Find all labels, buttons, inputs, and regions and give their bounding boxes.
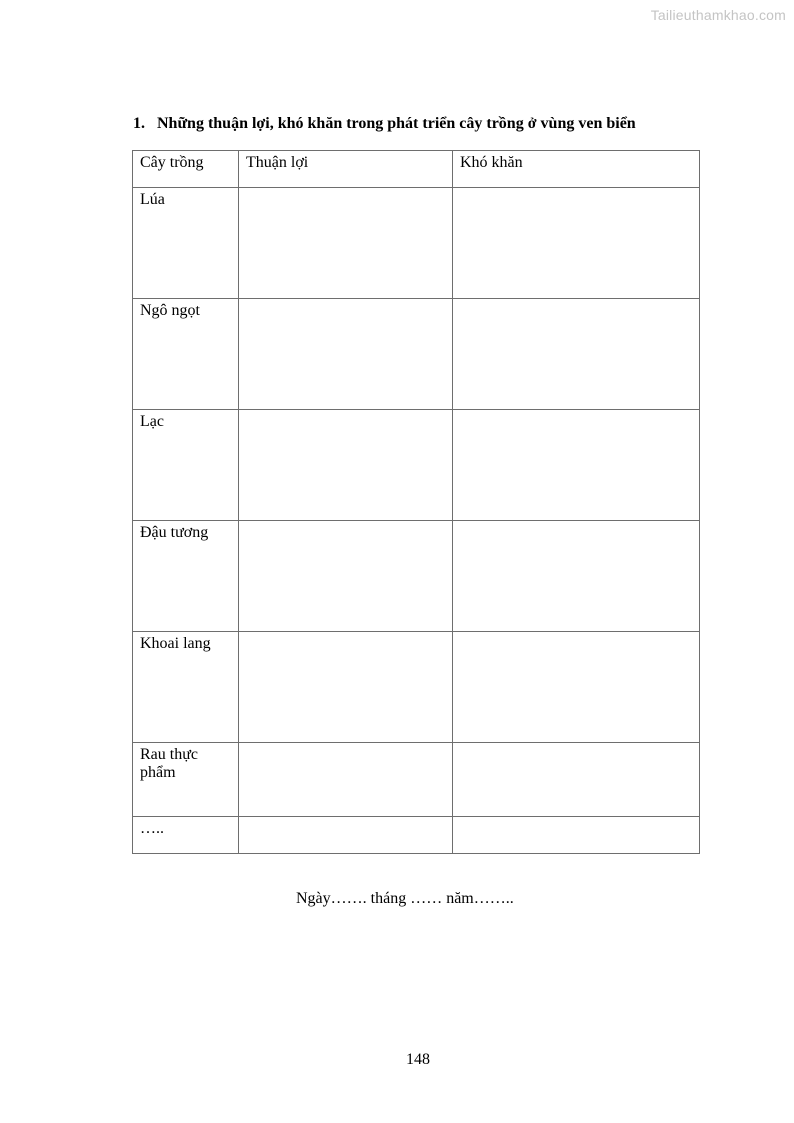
table-row bbox=[133, 410, 700, 521]
section-number: 1. bbox=[133, 115, 145, 132]
crop-assessment-table bbox=[132, 150, 700, 854]
page-number: 148 bbox=[406, 1051, 430, 1068]
advantages-cell bbox=[239, 817, 453, 854]
table-row bbox=[133, 188, 700, 299]
difficulties-cell bbox=[453, 299, 700, 410]
table-row bbox=[133, 817, 700, 854]
section-heading bbox=[133, 115, 636, 133]
difficulties-cell bbox=[453, 632, 700, 743]
crop-cell: ….. bbox=[133, 817, 239, 854]
advantages-cell bbox=[239, 743, 453, 817]
table-row bbox=[133, 743, 700, 817]
crop-cell: Khoai lang bbox=[133, 632, 239, 743]
table-row bbox=[133, 521, 700, 632]
section-title: Những thuận lợi, khó khăn trong phát triển cây trồng ở vùng ven biển bbox=[157, 115, 636, 132]
table-row bbox=[133, 299, 700, 410]
advantages-cell bbox=[239, 299, 453, 410]
difficulties-cell bbox=[453, 188, 700, 299]
crop-cell: Lúa bbox=[133, 188, 239, 299]
crop-cell: Đậu tương bbox=[133, 521, 239, 632]
crop-cell: Ngô ngọt bbox=[133, 299, 239, 410]
table-header-row bbox=[133, 151, 700, 188]
advantages-cell bbox=[239, 632, 453, 743]
advantages-cell bbox=[239, 410, 453, 521]
advantages-cell bbox=[239, 188, 453, 299]
difficulties-cell bbox=[453, 743, 700, 817]
column-header-difficulties: Khó khăn bbox=[453, 151, 700, 188]
column-header-advantages: Thuận lợi bbox=[239, 151, 453, 188]
watermark: Tailieuthamkhao.com bbox=[650, 7, 786, 23]
difficulties-cell bbox=[453, 410, 700, 521]
table-row bbox=[133, 632, 700, 743]
advantages-cell bbox=[239, 521, 453, 632]
difficulties-cell bbox=[453, 817, 700, 854]
crop-cell: Lạc bbox=[133, 410, 239, 521]
date-line: Ngày……. tháng …… năm…….. bbox=[296, 890, 514, 907]
difficulties-cell bbox=[453, 521, 700, 632]
column-header-crop: Cây trồng bbox=[133, 151, 239, 188]
crop-cell: Rau thực phẩm bbox=[133, 743, 239, 817]
